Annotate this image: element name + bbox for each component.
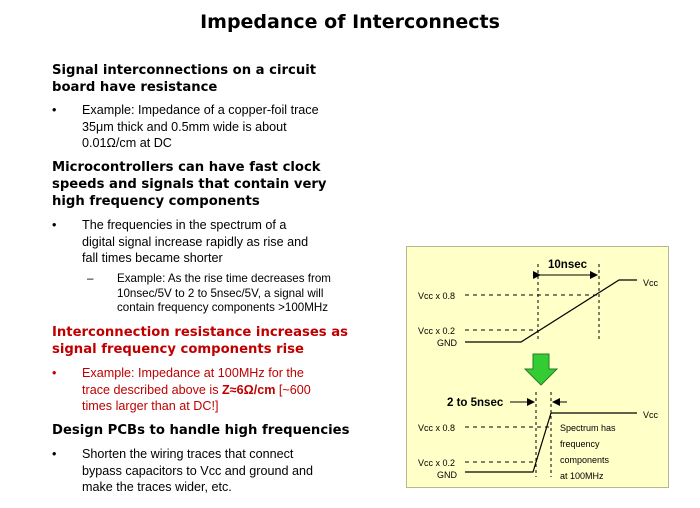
spectrum-note-line: Spectrum has bbox=[560, 423, 616, 433]
bullet-text: [~600 bbox=[275, 382, 311, 397]
sub-bullet-line: contain frequency components >100MHz bbox=[117, 301, 329, 314]
spectrum-note-line: components bbox=[560, 455, 610, 465]
dash-icon: – bbox=[87, 272, 94, 285]
bottom-waveform bbox=[418, 392, 659, 481]
bottom-gnd-label: GND bbox=[437, 470, 457, 480]
heading-line: signal frequency components rise bbox=[52, 342, 304, 357]
heading-resistance bbox=[52, 62, 316, 96]
bullet-line: make the traces wider, etc. bbox=[82, 480, 232, 494]
top-signal-trace bbox=[465, 280, 637, 342]
heading-line: board have resistance bbox=[52, 80, 218, 95]
top-span-label: 10nsec bbox=[548, 259, 588, 271]
bullet-icon: • bbox=[52, 103, 57, 117]
waveform-diagram bbox=[407, 247, 668, 487]
heading-resistance-increases bbox=[52, 324, 348, 358]
sub-bullet-line: Example: As the rise time decreases from bbox=[117, 272, 331, 285]
down-arrow-icon bbox=[525, 354, 557, 385]
bullet-line bbox=[82, 382, 311, 399]
spectrum-note-line: at 100MHz bbox=[560, 471, 604, 481]
bottom-vcc-label: Vcc bbox=[643, 410, 659, 420]
bullet-line: The frequencies in the spectrum of a bbox=[82, 218, 287, 232]
heading-line: speeds and signals that contain very bbox=[52, 177, 327, 192]
bullet-line: bypass capacitors to Vcc and ground and bbox=[82, 463, 314, 478]
bullet-line: Example: Impedance of a copper-foil trace bbox=[82, 103, 319, 117]
heading-line: Interconnection resistance increases as bbox=[52, 325, 348, 340]
top-vcc-label: Vcc bbox=[643, 278, 659, 288]
heading-line: Microcontrollers can have fast clock bbox=[52, 160, 321, 175]
impedance-value: Z≈6Ω/cm bbox=[222, 382, 276, 397]
bullet-line: times larger than at DC!] bbox=[82, 399, 219, 413]
spectrum-note-line: frequency bbox=[560, 439, 600, 449]
heading-line: Signal interconnections on a circuit bbox=[52, 63, 317, 78]
bullet-icon: • bbox=[52, 218, 57, 232]
top-vcc02-label: Vcc x 0.2 bbox=[418, 326, 456, 336]
bullet-text: trace described above is bbox=[82, 382, 223, 397]
bullet-line: 0.01Ω/cm at DC bbox=[82, 136, 172, 150]
bullet-line: 35μm thick and 0.5mm wide is about bbox=[82, 119, 287, 134]
bottom-vcc08-label: Vcc x 0.8 bbox=[418, 423, 456, 433]
heading-line: Design PCBs to handle high frequencies bbox=[52, 423, 350, 438]
top-waveform bbox=[418, 259, 659, 348]
heading-line: high frequency components bbox=[52, 194, 260, 209]
heading-microcontrollers bbox=[52, 159, 327, 210]
bullet-line: Example: Impedance at 100MHz for the bbox=[82, 366, 304, 380]
bullet-icon: • bbox=[52, 366, 57, 380]
bottom-vcc02-label: Vcc x 0.2 bbox=[418, 458, 456, 468]
rise-time-diagram bbox=[406, 246, 669, 488]
bullet-icon: • bbox=[52, 447, 57, 461]
top-vcc08-label: Vcc x 0.8 bbox=[418, 291, 456, 301]
sub-bullet-line: 10nsec/5V to 2 to 5nsec/5V, a signal will bbox=[117, 286, 324, 300]
bullet-line: Shorten the wiring traces that connect bbox=[82, 447, 294, 461]
top-gnd-label: GND bbox=[437, 338, 457, 348]
bottom-span-label: 2 to 5nsec bbox=[447, 397, 504, 409]
heading-design-pcbs bbox=[52, 422, 349, 439]
slide-title: Impedance of Interconnects bbox=[200, 11, 500, 33]
spectrum-note bbox=[560, 423, 616, 481]
bullet-line: digital signal increase rapidly as rise and bbox=[82, 234, 309, 249]
bullet-line: fall times became shorter bbox=[82, 251, 223, 265]
